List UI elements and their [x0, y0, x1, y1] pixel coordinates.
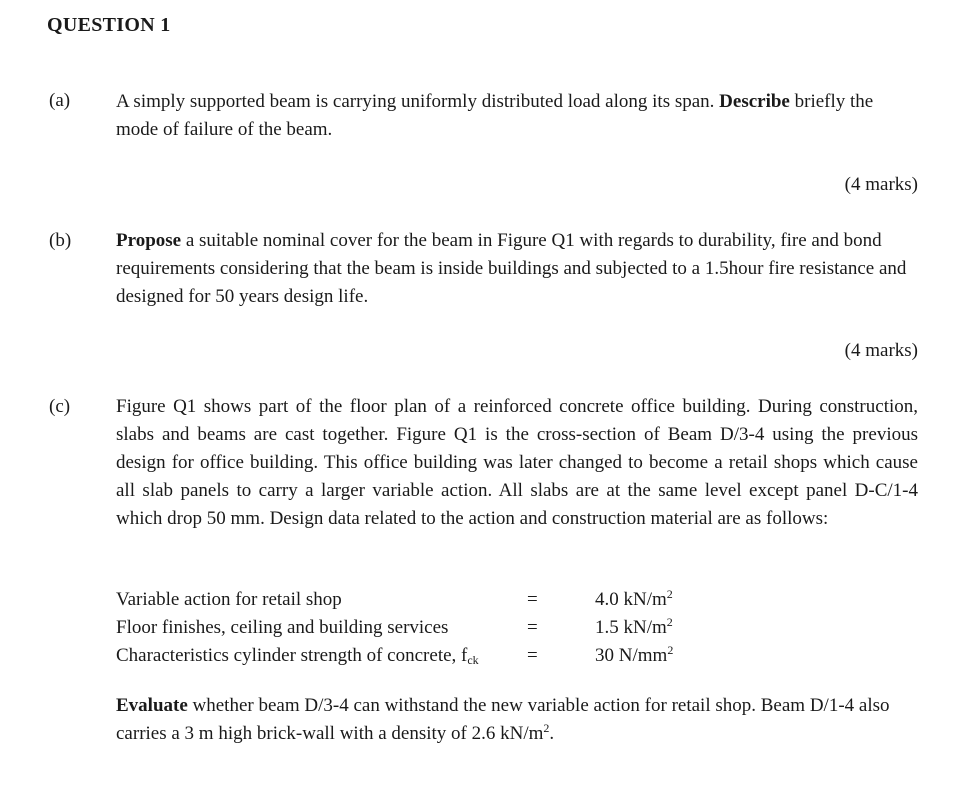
part-c-keyword: Evaluate — [116, 695, 188, 716]
data-label: Variable action for retail shop — [116, 589, 342, 610]
part-a-text-pre: A simply supported beam is carrying uniformly distributed load along its span. — [116, 91, 720, 112]
part-a-keyword: Describe — [719, 91, 790, 112]
data-equals: = — [527, 645, 538, 666]
part-b-marks: (4 marks) — [844, 340, 918, 361]
question-heading: QUESTION 1 — [47, 14, 171, 36]
part-c-final-text: Evaluate whether beam D/3-4 can withstand the new variable action for retail shop. Beam D/1-4 also carries a 3 m high brick-wall with a density of 2.6 $kN/m^2$. — [116, 695, 890, 744]
part-a-marks: (4 marks) — [844, 174, 918, 195]
data-label: Floor finishes, ceiling and building services — [116, 617, 449, 638]
data-value: 1.5 $kN/m^2$ — [595, 615, 673, 638]
part-c-label: (c) — [49, 396, 71, 417]
data-value: 30 $N/mm^2$ — [595, 643, 674, 666]
part-a-text-post: briefly the mode of failure of the beam. — [116, 91, 874, 140]
part-b-text — [116, 227, 918, 311]
part-b-text-post: a suitable nominal cover for the beam in Figure Q1 with regards to durability, fire and bond requirements considering that the beam is inside buildings and subjected to a 1.5hour fire resistance and designed for 50 years design life. — [116, 230, 907, 307]
data-label: Characteristics cylinder strength of concrete, $f_{ck}$ — [116, 645, 479, 667]
data-value: 4.0 $kN/m^2$ — [595, 587, 673, 610]
part-a-text — [116, 88, 918, 144]
part-a-label: (a) — [49, 90, 71, 111]
part-b-label: (b) — [49, 230, 72, 251]
part-c-text: Figure Q1 shows part of the floor plan of a reinforced concrete office building. During construction, slabs and beams are cast together. Figure Q1 is the cross-section of Beam D/3-4 using the previous design for office building. This office building was later changed to become a retail shops which cause all slab panels to carry a larger variable action. All slabs are at the same level except panel D-C/1-4 which drop 50 mm. Design data related to the action and construction material are as follows: — [116, 396, 918, 529]
data-equals: = — [527, 617, 538, 638]
part-b-keyword: Propose — [116, 230, 182, 251]
data-equals: = — [527, 589, 538, 610]
